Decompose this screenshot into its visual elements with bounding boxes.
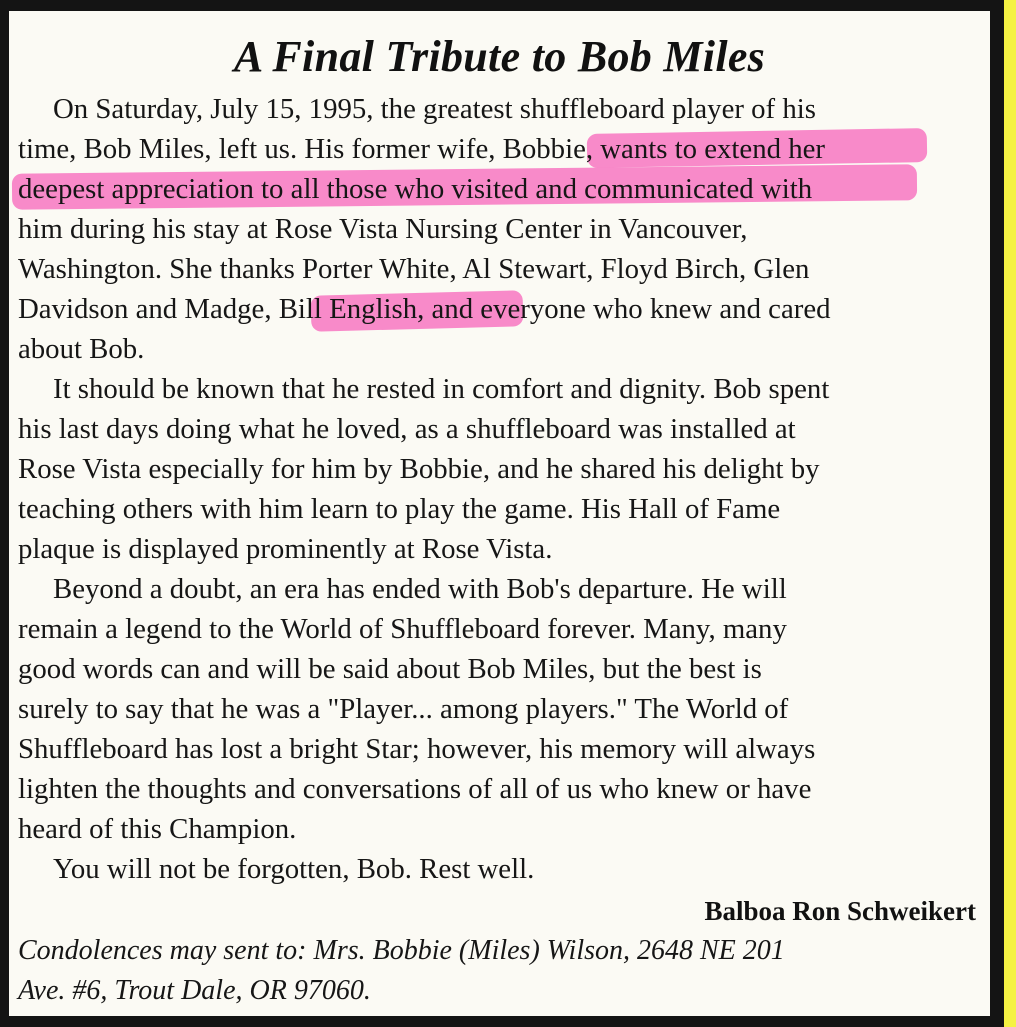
newspaper-clipping (9, 11, 990, 1016)
article-line: You will not be forgotten, Bob. Rest well. (53, 853, 535, 885)
article-line: him during his stay at Rose Vista Nursing Center in Vancouver, (18, 213, 748, 245)
condolence-line: Ave. #6, Trout Dale, OR 97060. (18, 975, 371, 1006)
article-line: plaque is displayed prominently at Rose Vista. (18, 533, 553, 565)
article-line: surely to say that he was a "Player... among players." The World of (18, 693, 789, 725)
article-line: Shuffleboard has lost a bright Star; however, his memory will always (18, 733, 816, 765)
article-line: On Saturday, July 15, 1995, the greatest shuffleboard player of his (53, 93, 816, 125)
article-line: deepest appreciation to all those who visited and communicated with (18, 173, 813, 205)
article-line: good words can and will be said about Bob Miles, but the best is (18, 653, 762, 685)
article-title: A Final Tribute to Bob Miles (233, 32, 766, 81)
article-line: Beyond a doubt, an era has ended with Bob's departure. He will (53, 573, 787, 605)
article-line: remain a legend to the World of Shuffleboard forever. Many, many (18, 613, 787, 645)
article-line: Rose Vista especially for him by Bobbie, and he shared his delight by (18, 453, 820, 485)
article-line: teaching others with him learn to play the game. His Hall of Fame (18, 493, 781, 525)
article-line: about Bob. (18, 333, 145, 365)
article-line: his last days doing what he loved, as a shuffleboard was installed at (18, 413, 796, 445)
article-line: Davidson and Madge, Bill English, and everyone who knew and cared (18, 293, 831, 325)
article-line: It should be known that he rested in comfort and dignity. Bob spent (53, 373, 830, 405)
article-line: lighten the thoughts and conversations of all of us who knew or have (18, 773, 812, 805)
article-line: time, Bob Miles, left us. His former wife, Bobbie, wants to extend her (18, 133, 825, 165)
article-line: heard of this Champion. (18, 813, 297, 845)
author-signature: Balboa Ron Schweikert (704, 896, 976, 926)
condolence-line: Condolences may sent to: Mrs. Bobbie (Miles) Wilson, 2648 NE 201 (18, 935, 785, 966)
article-line: Washington. She thanks Porter White, Al Stewart, Floyd Birch, Glen (18, 253, 810, 285)
